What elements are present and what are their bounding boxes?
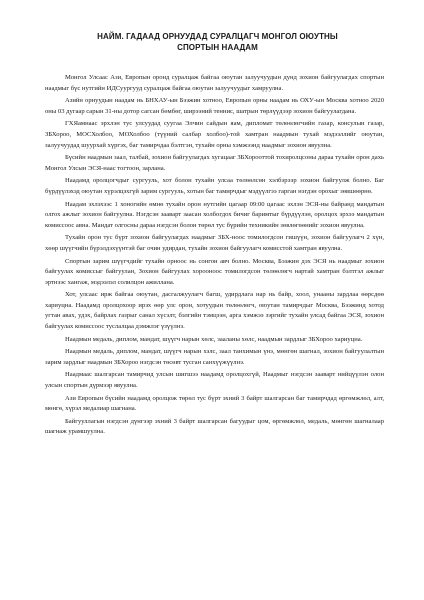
paragraph: Монгол Улсаас Ази, Европын оронд суралцаж байгаа оюутан залуучуудын дунд зохион байгуулагдах спортын наадмыг бүс нутгийн ИДСуургууд суралцаж байгаа оюутан залуучуудыг хамруулна. [45, 74, 384, 92]
paragraph: Байгууллагын нэгдсэн дүнгээр эхний 3 байрт шалгарсан багуудыг цом, өргөмжлөл, медаль, мөнгөн шагналаар шагнаж урамшуулна. [45, 417, 384, 436]
paragraph: Бүсийн наадмын заал, талбай, зохион байгуулагдах хугацааг ЗБХорооттой тохиролцсоны дараа тухайн орон дахь Монгол Улсын ЭСЯ-наас тогтоон, зарлана. [45, 154, 384, 172]
title-line: СПОРТЫН НААДАМ [177, 43, 258, 52]
paragraph: Наадмаас шалгарсан тамирчид улсын шигшээ наадамд оролцохгүй, Наадмыг нэгдсэн зааварт нийцүүлэн олон улсын спортын дүрмээр явуулна. [45, 371, 384, 390]
paragraph: Спортын зарим шүүгчдийг тухайн орноос нь сонгон авч болно. Москва, Бээжин дэх ЭСЯ нь наадмыг зохион байгуулах комиссыг байгуулан, Зохион байгуулах хорооноос томилогдсон төлөөлөгч нартай хамтран бэлтгэл ажлыг эртнээс хангаж, мэдээлэл солилцон ажиллана. [45, 257, 384, 286]
document-body [45, 73, 384, 438]
paragraph: Наадмын медаль, диплом, мандат, шүүгч нарын хөлс, зааланы хөлс, наадмын зардлыг ЗБХороо хариуцна. [65, 335, 363, 343]
title-line: НАЙМ. ГАДААД ОРНУУДАД СУРАЛЦАГЧ МОНГОЛ ОЮУТНЫ [97, 32, 338, 41]
paragraph: Ази Европын бүсийн наадамд оролцож төрөл тус бүрт эхний 3 байрт шалгарсан баг тамирчдад өргөмжлөл, алт, мөнгө, хүрэл медалиар шагнана. [45, 394, 384, 413]
paragraph: Хот, улсаас ирж байгаа оюутан, дасгалжуулагч багш, удирдлага нар нь байр, хоол, унааны зардлаа өөрсдөө хариуцна. Наадамд оролцохоор ирэх өөр улс орон, хотуудын төлөөлөгч, оюутан тамирчдыг Москва, Бээжинд хотод угтан авах, удэх, байрлах газрыг санал хүсэлт, бэлгийн тэмцээн, арга хэмжээ зэргийг тухайн улсад байгаа ЭСЯ, зохион байгуулах комиссоос туслалцаа дэмжлэг үзүүлнэ. [45, 291, 384, 331]
paragraph: Азийн орнуудын наадам нь БНХАУ-ын Бээжин хотноо, Европын орны наадам нь ОХУ-ын Москва хотноо 2020 оны 03 дугаар сарын 31-ны дотор сагсан бөмбөг, ширээний теннис, шатрын төрлүүдээр зохион байгуулагдана. [45, 97, 384, 115]
paragraph: Наадам эхлэхээс 1 хоногийн өмнө тухайн орон нутгийн цагаар 09:00 цагаас эхлэн ЭСЯ-ны байранд мандатын олгох ажлыг зохион байгуулна. Нэгдсэн зааварт заасан холбогдох бичиг баримтыг бүрдүүлэн, оролцох эрхээ мандатын комиссоос авна. Мандат олгосны дараа нэгдсэн болон төрөл тус бүрийн техникийн зөвлөгөөнийг зохион явуулна. [45, 200, 384, 229]
paragraph: ГХЯамнаас эрхлэн тус улсуудад суугаа Элчин сайдын яам, дипломат төлөөлөгчийн газар, консулын газар, ЗБХороо, МОСХолбоо, МОХолбоо (түүний салбар холбоо)-той хамтран наадмын тухай мэдээллийг оюутан, залуучуудад шуурхай хүргэх, баг тамирчдаа бэлтгэн, тухайн орны хэмжээнд наадмыг зохион явуулна. [45, 120, 384, 149]
paragraph: Наадмын медаль, диплом, мандат, шүүгч нарын хэлс, заал танхимын үнэ, мөнгөн шагнал, зохион байгуулалтын зарим зардлыг наадмын ЗБХороо нэгдсэн төсөвт тусган санхүүжүүлнэ. [45, 348, 384, 366]
paragraph: Наадамд оролцогчдыг сургууль, хот болон тухайн улсаа төлөөлсөн хэлбэрээр зохион байгуулж болно. Баг бүрдүүлэхэд оюутан хүрэлцэхгүй зарим сургууль, хотын баг тамирчдыг мэдүүлгээ гарган нэгдэн орохыг зөвшөөрнө. [45, 177, 384, 195]
paragraph: Тухайн орон тус бүрт зохион байгуулагдах наадмыг ЗБХ-ноос томилогдсон гишүүн, зохион байгуулагч 2 хүн, хөөр шүүгчийн бүрэлдэхүүнтэй баг очин удирдан, тухайн зохион байгуулагч комисстой хамтран явуулна. [45, 234, 384, 252]
document-title [51, 31, 384, 53]
